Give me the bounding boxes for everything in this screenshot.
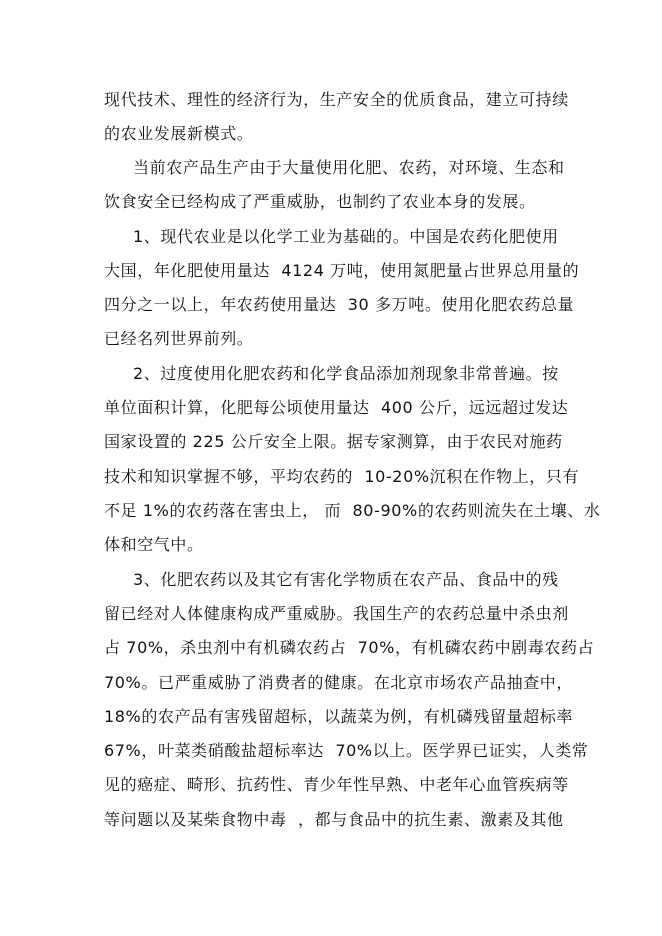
text-line: 1、现代农业是以化学工业为基础的。中国是农药化肥使用 xyxy=(133,227,559,246)
text-line: 的农业发展新模式。 xyxy=(104,124,254,143)
text-line: 饮食安全已经构成了严重威胁，也制约了农业本身的发展。 xyxy=(104,192,536,211)
text-line: 等问题以及某柴食物中毒 ，都与食品中的抗生素、激素及其他 xyxy=(104,810,564,829)
text-line: 体和空气中。 xyxy=(104,535,204,554)
text-line: 国家设置的 225 公斤安全上限。据专家测算，由于农民对施药 xyxy=(104,432,563,451)
text-line: 现代技术、理性的经济行为，生产安全的优质食品，建立可持续 xyxy=(104,90,569,109)
text-line: 70%。已严重威胁了消费者的健康。在北京市场农产品抽查中， xyxy=(104,673,573,692)
text-line: 四分之一以上，年农药使用量达 30 多万吨。使用化肥农药总量 xyxy=(104,295,575,314)
text-line: 不足 1%的农药落在害虫上， 而 80-90%的农药则流失在土壤、水 xyxy=(104,501,601,520)
text-line: 见的癌症、畸形、抗药性、青少年性早熟、中老年心血管疾病等 xyxy=(104,775,569,794)
text-line: 技术和知识掌握不够，平均农药的 10-20%沉积在作物上，只有 xyxy=(104,467,580,486)
text-line: 已经名列世界前列。 xyxy=(104,329,254,348)
text-line: 67%，叶菜类硝酸盐超标率达 70%以上。医学界已证实，人类常 xyxy=(104,741,589,760)
text-line: 单位面积计算，化肥每公顷使用量达 400 公斤，远远超过发达 xyxy=(104,398,569,417)
text-line: 3、化肥农药以及其它有害化学物质在农产品、食品中的残 xyxy=(133,570,559,589)
text-line: 18%的农产品有害残留超标，以蔬菜为例，有机磷残留量超标率 xyxy=(104,707,573,726)
text-line: 2、过度使用化肥农药和化学食品添加剂现象非常普遍。按 xyxy=(133,364,559,383)
text-line: 当前农产品生产由于大量使用化肥、农药，对环境、生态和 xyxy=(133,158,565,177)
text-line: 留已经对人体健康构成严重威胁。我国生产的农药总量中杀虫剂 xyxy=(104,604,569,623)
text-line: 占 70%，杀虫剂中有机磷农药占 70%，有机磷农药中剧毒农药占 xyxy=(104,638,595,657)
text-line: 大国，年化肥使用量达 4124 万吨，使用氮肥量占世界总用量的 xyxy=(104,261,580,280)
